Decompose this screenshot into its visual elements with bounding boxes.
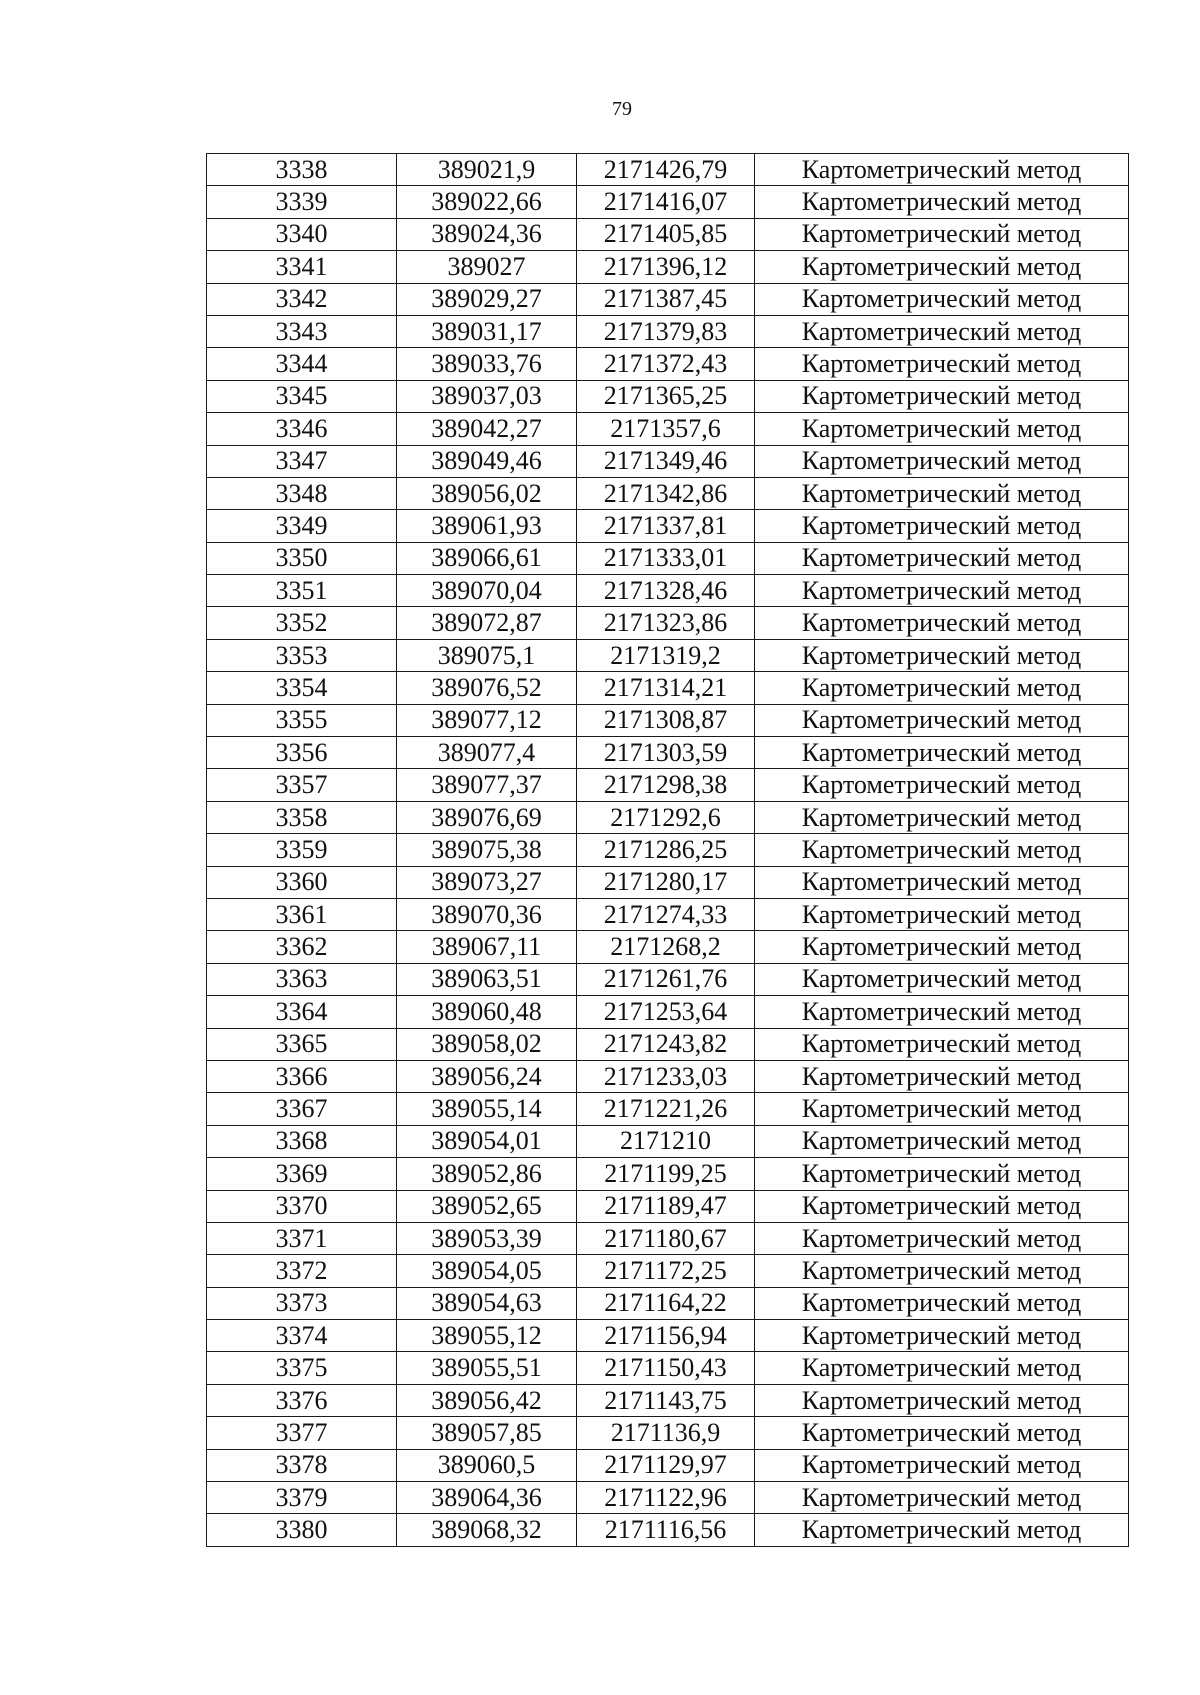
method-cell: Картометрический метод bbox=[755, 542, 1129, 574]
table-row bbox=[207, 1482, 1129, 1514]
point-number-cell: 3372 bbox=[207, 1255, 397, 1287]
method-cell: Картометрический метод bbox=[755, 704, 1129, 736]
x-coordinate-cell: 389042,27 bbox=[397, 413, 577, 445]
y-coordinate-cell: 2171319,2 bbox=[577, 639, 755, 671]
table-row bbox=[207, 1158, 1129, 1190]
point-number-cell: 3350 bbox=[207, 542, 397, 574]
y-coordinate-cell: 2171199,25 bbox=[577, 1158, 755, 1190]
y-coordinate-cell: 2171280,17 bbox=[577, 866, 755, 898]
table-row bbox=[207, 1449, 1129, 1481]
x-coordinate-cell: 389066,61 bbox=[397, 542, 577, 574]
method-cell: Картометрический метод bbox=[755, 186, 1129, 218]
table-row bbox=[207, 898, 1129, 930]
table-row bbox=[207, 445, 1129, 477]
method-cell: Картометрический метод bbox=[755, 801, 1129, 833]
x-coordinate-cell: 389053,39 bbox=[397, 1222, 577, 1254]
table-row bbox=[207, 218, 1129, 250]
y-coordinate-cell: 2171122,96 bbox=[577, 1482, 755, 1514]
point-number-cell: 3345 bbox=[207, 380, 397, 412]
table-row bbox=[207, 639, 1129, 671]
table-row bbox=[207, 1255, 1129, 1287]
method-cell: Картометрический метод bbox=[755, 1125, 1129, 1157]
coordinates-table-body bbox=[207, 154, 1129, 1547]
method-cell: Картометрический метод bbox=[755, 737, 1129, 769]
x-coordinate-cell: 389060,5 bbox=[397, 1449, 577, 1481]
x-coordinate-cell: 389055,12 bbox=[397, 1320, 577, 1352]
point-number-cell: 3340 bbox=[207, 218, 397, 250]
point-number-cell: 3377 bbox=[207, 1417, 397, 1449]
y-coordinate-cell: 2171416,07 bbox=[577, 186, 755, 218]
method-cell: Картометрический метод bbox=[755, 413, 1129, 445]
y-coordinate-cell: 2171314,21 bbox=[577, 672, 755, 704]
x-coordinate-cell: 389054,05 bbox=[397, 1255, 577, 1287]
y-coordinate-cell: 2171323,86 bbox=[577, 607, 755, 639]
y-coordinate-cell: 2171303,59 bbox=[577, 737, 755, 769]
point-number-cell: 3366 bbox=[207, 1060, 397, 1092]
y-coordinate-cell: 2171189,47 bbox=[577, 1190, 755, 1222]
point-number-cell: 3371 bbox=[207, 1222, 397, 1254]
x-coordinate-cell: 389054,01 bbox=[397, 1125, 577, 1157]
y-coordinate-cell: 2171274,33 bbox=[577, 898, 755, 930]
table-row bbox=[207, 769, 1129, 801]
point-number-cell: 3341 bbox=[207, 251, 397, 283]
table-row bbox=[207, 1384, 1129, 1416]
method-cell: Картометрический метод bbox=[755, 1028, 1129, 1060]
point-number-cell: 3370 bbox=[207, 1190, 397, 1222]
y-coordinate-cell: 2171261,76 bbox=[577, 963, 755, 995]
y-coordinate-cell: 2171426,79 bbox=[577, 154, 755, 186]
table-row bbox=[207, 1222, 1129, 1254]
y-coordinate-cell: 2171337,81 bbox=[577, 510, 755, 542]
method-cell: Картометрический метод bbox=[755, 1255, 1129, 1287]
x-coordinate-cell: 389057,85 bbox=[397, 1417, 577, 1449]
y-coordinate-cell: 2171286,25 bbox=[577, 834, 755, 866]
table-row bbox=[207, 1320, 1129, 1352]
x-coordinate-cell: 389054,63 bbox=[397, 1287, 577, 1319]
point-number-cell: 3378 bbox=[207, 1449, 397, 1481]
y-coordinate-cell: 2171298,38 bbox=[577, 769, 755, 801]
y-coordinate-cell: 2171357,6 bbox=[577, 413, 755, 445]
point-number-cell: 3347 bbox=[207, 445, 397, 477]
table-row bbox=[207, 866, 1129, 898]
point-number-cell: 3339 bbox=[207, 186, 397, 218]
y-coordinate-cell: 2171243,82 bbox=[577, 1028, 755, 1060]
x-coordinate-cell: 389055,14 bbox=[397, 1093, 577, 1125]
point-number-cell: 3358 bbox=[207, 801, 397, 833]
x-coordinate-cell: 389055,51 bbox=[397, 1352, 577, 1384]
table-row bbox=[207, 672, 1129, 704]
method-cell: Картометрический метод bbox=[755, 769, 1129, 801]
method-cell: Картометрический метод bbox=[755, 1417, 1129, 1449]
table-row bbox=[207, 380, 1129, 412]
method-cell: Картометрический метод bbox=[755, 1093, 1129, 1125]
method-cell: Картометрический метод bbox=[755, 931, 1129, 963]
point-number-cell: 3360 bbox=[207, 866, 397, 898]
x-coordinate-cell: 389072,87 bbox=[397, 607, 577, 639]
table-row bbox=[207, 704, 1129, 736]
y-coordinate-cell: 2171268,2 bbox=[577, 931, 755, 963]
y-coordinate-cell: 2171342,86 bbox=[577, 477, 755, 509]
x-coordinate-cell: 389033,76 bbox=[397, 348, 577, 380]
table-row bbox=[207, 315, 1129, 347]
point-number-cell: 3354 bbox=[207, 672, 397, 704]
y-coordinate-cell: 2171372,43 bbox=[577, 348, 755, 380]
x-coordinate-cell: 389029,27 bbox=[397, 283, 577, 315]
point-number-cell: 3376 bbox=[207, 1384, 397, 1416]
x-coordinate-cell: 389022,66 bbox=[397, 186, 577, 218]
method-cell: Картометрический метод bbox=[755, 1222, 1129, 1254]
table-row bbox=[207, 154, 1129, 186]
point-number-cell: 3359 bbox=[207, 834, 397, 866]
point-number-cell: 3374 bbox=[207, 1320, 397, 1352]
method-cell: Картометрический метод bbox=[755, 283, 1129, 315]
method-cell: Картометрический метод bbox=[755, 1158, 1129, 1190]
point-number-cell: 3355 bbox=[207, 704, 397, 736]
table-row bbox=[207, 413, 1129, 445]
table-row bbox=[207, 510, 1129, 542]
method-cell: Картометрический метод bbox=[755, 510, 1129, 542]
point-number-cell: 3367 bbox=[207, 1093, 397, 1125]
table-row bbox=[207, 1417, 1129, 1449]
x-coordinate-cell: 389073,27 bbox=[397, 866, 577, 898]
point-number-cell: 3342 bbox=[207, 283, 397, 315]
method-cell: Картометрический метод bbox=[755, 251, 1129, 283]
method-cell: Картометрический метод bbox=[755, 445, 1129, 477]
method-cell: Картометрический метод bbox=[755, 1190, 1129, 1222]
x-coordinate-cell: 389052,65 bbox=[397, 1190, 577, 1222]
x-coordinate-cell: 389056,24 bbox=[397, 1060, 577, 1092]
x-coordinate-cell: 389063,51 bbox=[397, 963, 577, 995]
method-cell: Картометрический метод bbox=[755, 348, 1129, 380]
point-number-cell: 3352 bbox=[207, 607, 397, 639]
method-cell: Картометрический метод bbox=[755, 575, 1129, 607]
method-cell: Картометрический метод bbox=[755, 1482, 1129, 1514]
point-number-cell: 3365 bbox=[207, 1028, 397, 1060]
y-coordinate-cell: 2171328,46 bbox=[577, 575, 755, 607]
point-number-cell: 3353 bbox=[207, 639, 397, 671]
method-cell: Картометрический метод bbox=[755, 963, 1129, 995]
y-coordinate-cell: 2171180,67 bbox=[577, 1222, 755, 1254]
y-coordinate-cell: 2171129,97 bbox=[577, 1449, 755, 1481]
x-coordinate-cell: 389037,03 bbox=[397, 380, 577, 412]
y-coordinate-cell: 2171150,43 bbox=[577, 1352, 755, 1384]
x-coordinate-cell: 389075,1 bbox=[397, 639, 577, 671]
point-number-cell: 3369 bbox=[207, 1158, 397, 1190]
x-coordinate-cell: 389049,46 bbox=[397, 445, 577, 477]
y-coordinate-cell: 2171308,87 bbox=[577, 704, 755, 736]
y-coordinate-cell: 2171143,75 bbox=[577, 1384, 755, 1416]
method-cell: Картометрический метод bbox=[755, 1449, 1129, 1481]
point-number-cell: 3368 bbox=[207, 1125, 397, 1157]
y-coordinate-cell: 2171333,01 bbox=[577, 542, 755, 574]
point-number-cell: 3357 bbox=[207, 769, 397, 801]
method-cell: Картометрический метод bbox=[755, 380, 1129, 412]
table-row bbox=[207, 1287, 1129, 1319]
point-number-cell: 3379 bbox=[207, 1482, 397, 1514]
y-coordinate-cell: 2171136,9 bbox=[577, 1417, 755, 1449]
table-row bbox=[207, 607, 1129, 639]
table-row bbox=[207, 1514, 1129, 1546]
method-cell: Картометрический метод bbox=[755, 607, 1129, 639]
table-row bbox=[207, 1352, 1129, 1384]
point-number-cell: 3343 bbox=[207, 315, 397, 347]
y-coordinate-cell: 2171156,94 bbox=[577, 1320, 755, 1352]
method-cell: Картометрический метод bbox=[755, 996, 1129, 1028]
point-number-cell: 3361 bbox=[207, 898, 397, 930]
y-coordinate-cell: 2171116,56 bbox=[577, 1514, 755, 1546]
method-cell: Картометрический метод bbox=[755, 1352, 1129, 1384]
y-coordinate-cell: 2171253,64 bbox=[577, 996, 755, 1028]
method-cell: Картометрический метод bbox=[755, 898, 1129, 930]
table-row bbox=[207, 996, 1129, 1028]
method-cell: Картометрический метод bbox=[755, 672, 1129, 704]
table-row bbox=[207, 542, 1129, 574]
x-coordinate-cell: 389021,9 bbox=[397, 154, 577, 186]
method-cell: Картометрический метод bbox=[755, 1320, 1129, 1352]
x-coordinate-cell: 389075,38 bbox=[397, 834, 577, 866]
x-coordinate-cell: 389061,93 bbox=[397, 510, 577, 542]
point-number-cell: 3364 bbox=[207, 996, 397, 1028]
x-coordinate-cell: 389070,36 bbox=[397, 898, 577, 930]
page-number: 79 bbox=[612, 98, 632, 120]
point-number-cell: 3351 bbox=[207, 575, 397, 607]
x-coordinate-cell: 389070,04 bbox=[397, 575, 577, 607]
y-coordinate-cell: 2171405,85 bbox=[577, 218, 755, 250]
table-row bbox=[207, 1125, 1129, 1157]
method-cell: Картометрический метод bbox=[755, 1287, 1129, 1319]
x-coordinate-cell: 389056,02 bbox=[397, 477, 577, 509]
method-cell: Картометрический метод bbox=[755, 218, 1129, 250]
method-cell: Картометрический метод bbox=[755, 1060, 1129, 1092]
method-cell: Картометрический метод bbox=[755, 315, 1129, 347]
x-coordinate-cell: 389068,32 bbox=[397, 1514, 577, 1546]
table-row bbox=[207, 575, 1129, 607]
x-coordinate-cell: 389024,36 bbox=[397, 218, 577, 250]
table-row bbox=[207, 931, 1129, 963]
x-coordinate-cell: 389077,4 bbox=[397, 737, 577, 769]
table-row bbox=[207, 737, 1129, 769]
x-coordinate-cell: 389060,48 bbox=[397, 996, 577, 1028]
table-row bbox=[207, 348, 1129, 380]
method-cell: Картометрический метод bbox=[755, 1384, 1129, 1416]
table-row bbox=[207, 186, 1129, 218]
x-coordinate-cell: 389076,52 bbox=[397, 672, 577, 704]
x-coordinate-cell: 389052,86 bbox=[397, 1158, 577, 1190]
y-coordinate-cell: 2171379,83 bbox=[577, 315, 755, 347]
point-number-cell: 3344 bbox=[207, 348, 397, 380]
x-coordinate-cell: 389056,42 bbox=[397, 1384, 577, 1416]
method-cell: Картометрический метод bbox=[755, 834, 1129, 866]
x-coordinate-cell: 389077,37 bbox=[397, 769, 577, 801]
point-number-cell: 3375 bbox=[207, 1352, 397, 1384]
x-coordinate-cell: 389027 bbox=[397, 251, 577, 283]
point-number-cell: 3346 bbox=[207, 413, 397, 445]
table-row bbox=[207, 1028, 1129, 1060]
table-row bbox=[207, 1093, 1129, 1125]
x-coordinate-cell: 389077,12 bbox=[397, 704, 577, 736]
table-row bbox=[207, 1190, 1129, 1222]
method-cell: Картометрический метод bbox=[755, 866, 1129, 898]
coordinates-table bbox=[206, 153, 1129, 1547]
y-coordinate-cell: 2171172,25 bbox=[577, 1255, 755, 1287]
x-coordinate-cell: 389058,02 bbox=[397, 1028, 577, 1060]
x-coordinate-cell: 389076,69 bbox=[397, 801, 577, 833]
table-row bbox=[207, 801, 1129, 833]
x-coordinate-cell: 389031,17 bbox=[397, 315, 577, 347]
y-coordinate-cell: 2171292,6 bbox=[577, 801, 755, 833]
y-coordinate-cell: 2171396,12 bbox=[577, 251, 755, 283]
y-coordinate-cell: 2171210 bbox=[577, 1125, 755, 1157]
point-number-cell: 3380 bbox=[207, 1514, 397, 1546]
table-row bbox=[207, 834, 1129, 866]
y-coordinate-cell: 2171349,46 bbox=[577, 445, 755, 477]
x-coordinate-cell: 389067,11 bbox=[397, 931, 577, 963]
method-cell: Картометрический метод bbox=[755, 639, 1129, 671]
table-row bbox=[207, 477, 1129, 509]
method-cell: Картометрический метод bbox=[755, 154, 1129, 186]
point-number-cell: 3373 bbox=[207, 1287, 397, 1319]
table-row bbox=[207, 963, 1129, 995]
point-number-cell: 3363 bbox=[207, 963, 397, 995]
table-row bbox=[207, 283, 1129, 315]
table-row bbox=[207, 1060, 1129, 1092]
point-number-cell: 3348 bbox=[207, 477, 397, 509]
y-coordinate-cell: 2171164,22 bbox=[577, 1287, 755, 1319]
y-coordinate-cell: 2171387,45 bbox=[577, 283, 755, 315]
point-number-cell: 3349 bbox=[207, 510, 397, 542]
y-coordinate-cell: 2171221,26 bbox=[577, 1093, 755, 1125]
x-coordinate-cell: 389064,36 bbox=[397, 1482, 577, 1514]
point-number-cell: 3338 bbox=[207, 154, 397, 186]
table-row bbox=[207, 251, 1129, 283]
point-number-cell: 3362 bbox=[207, 931, 397, 963]
y-coordinate-cell: 2171233,03 bbox=[577, 1060, 755, 1092]
y-coordinate-cell: 2171365,25 bbox=[577, 380, 755, 412]
method-cell: Картометрический метод bbox=[755, 477, 1129, 509]
point-number-cell: 3356 bbox=[207, 737, 397, 769]
method-cell: Картометрический метод bbox=[755, 1514, 1129, 1546]
